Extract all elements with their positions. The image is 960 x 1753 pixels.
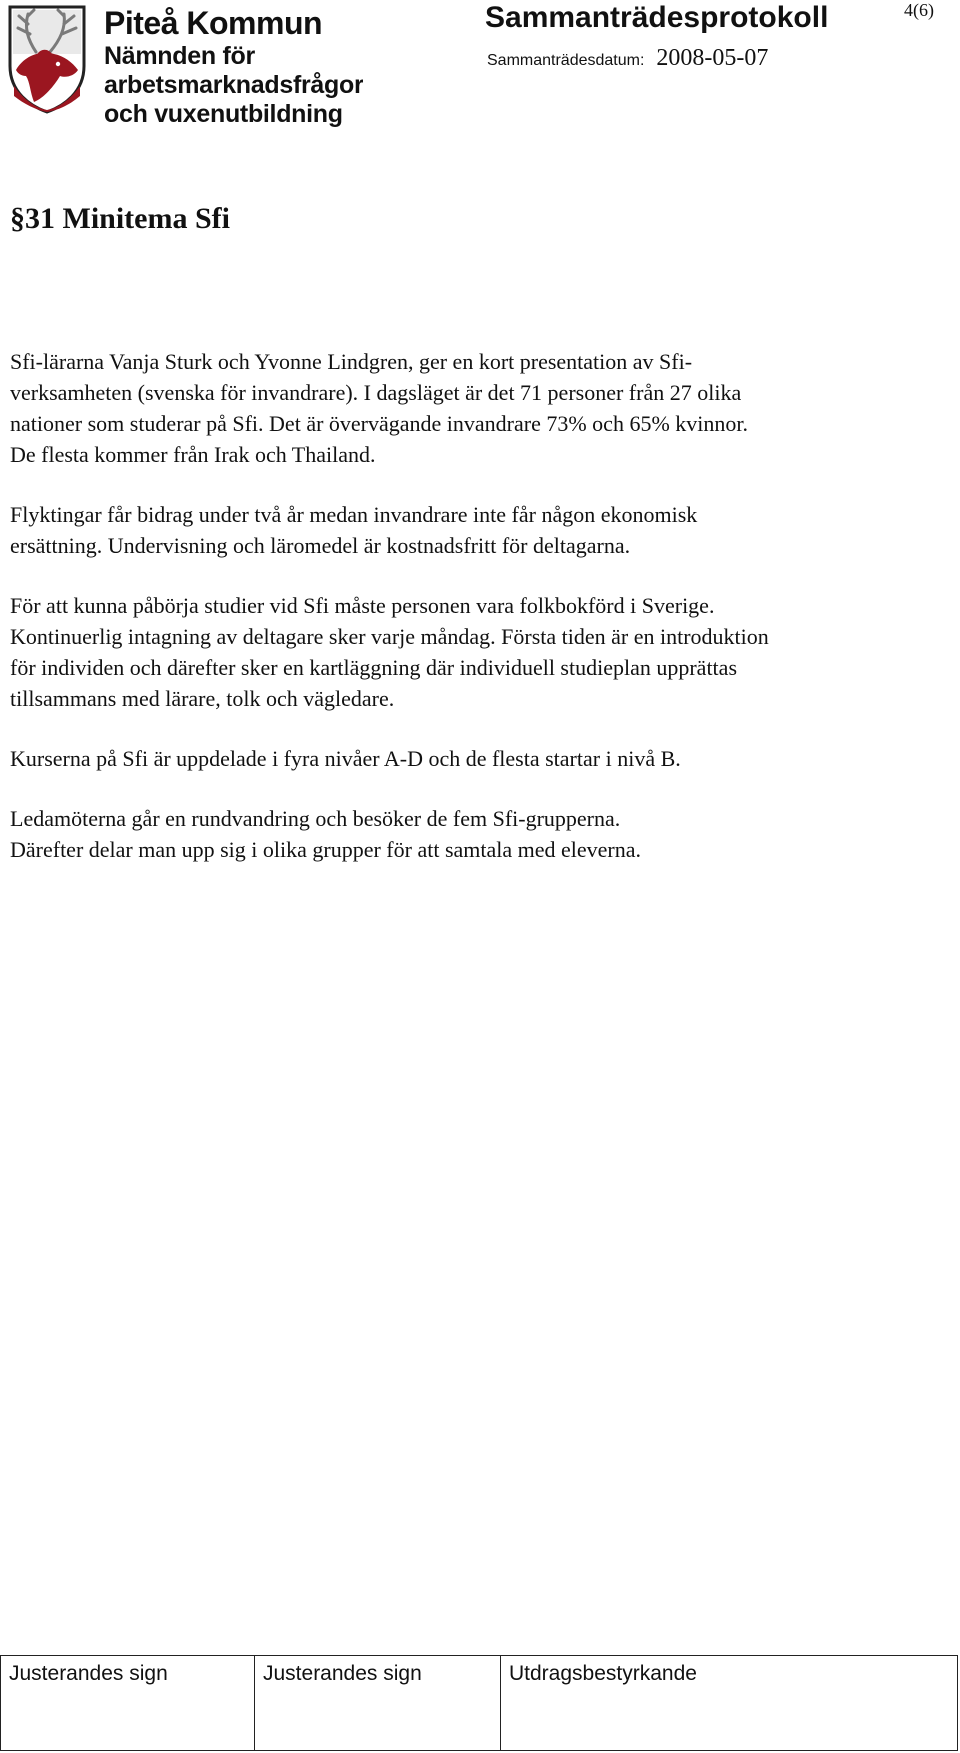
text-line: Sfi-lärarna Vanja Sturk och Yvonne Lindgren, ger en kort presentation av Sfi- xyxy=(10,349,693,374)
signature-label: Justerandes sign xyxy=(263,1662,422,1685)
reindeer-coat-of-arms-icon xyxy=(6,4,88,114)
organization-unit-line: Nämnden för xyxy=(104,42,255,70)
paragraph xyxy=(10,499,910,561)
signature-table xyxy=(0,1655,958,1751)
paragraph xyxy=(10,346,910,470)
text-line: verksamheten (svenska för invandrare). I dagsläget är det 71 personer från 27 olika xyxy=(10,380,742,405)
meeting-date-row xyxy=(487,45,768,72)
organization-unit xyxy=(104,42,363,130)
text-line: ersättning. Undervisning och läromedel är kostnadsfritt för deltagarna. xyxy=(10,533,631,558)
text-line: Kontinuerlig intagning av deltagare sker varje måndag. Första tiden är en introduktion xyxy=(10,624,769,649)
organization-block xyxy=(104,4,363,130)
signature-cell xyxy=(1,1656,255,1750)
paragraph xyxy=(10,590,910,714)
signature-label: Utdragsbestyrkande xyxy=(509,1662,697,1685)
signature-cell xyxy=(501,1656,957,1750)
text-line: Ledamöterna går en rundvandring och besöker de fem Sfi-grupperna. xyxy=(10,806,621,831)
paragraph xyxy=(10,803,910,865)
text-line: Därefter delar man upp sig i olika grupper för att samtala med eleverna. xyxy=(10,837,642,862)
text-line: Flyktingar får bidrag under två år medan invandrare inte får någon ekonomisk xyxy=(10,502,698,527)
meeting-date-label: Sammanträdesdatum: xyxy=(487,52,645,69)
text-line: tillsammans med lärare, tolk och vägledare. xyxy=(10,686,395,711)
paragraph xyxy=(10,743,910,774)
text-line: För att kunna påbörja studier vid Sfi måste personen vara folkbokförd i Sverige. xyxy=(10,593,715,618)
document-title: Sammanträdesprotokoll xyxy=(485,1,829,34)
organization-name: Piteå Kommun xyxy=(104,5,323,41)
section-heading: §31 Minitema Sfi xyxy=(10,202,230,235)
section-body xyxy=(10,346,910,894)
text-line: Kurserna på Sfi är uppdelade i fyra nivåer A-D och de flesta startar i nivå B. xyxy=(10,746,681,771)
organization-unit-line: arbetsmarknadsfrågor xyxy=(104,71,364,99)
organization-unit-line: och vuxenutbildning xyxy=(104,100,343,128)
signature-label: Justerandes sign xyxy=(9,1662,168,1685)
page-number: 4(6) xyxy=(904,0,934,20)
text-line: nationer som studerar på Sfi. Det är övervägande invandrare 73% och 65% kvinnor. xyxy=(10,411,748,436)
text-line: De flesta kommer från Irak och Thailand. xyxy=(10,442,376,467)
text-line: för individen och därefter sker en kartläggning där individuell studieplan upprättas xyxy=(10,655,737,680)
meeting-date-value: 2008-05-07 xyxy=(656,45,769,71)
signature-cell xyxy=(255,1656,501,1750)
